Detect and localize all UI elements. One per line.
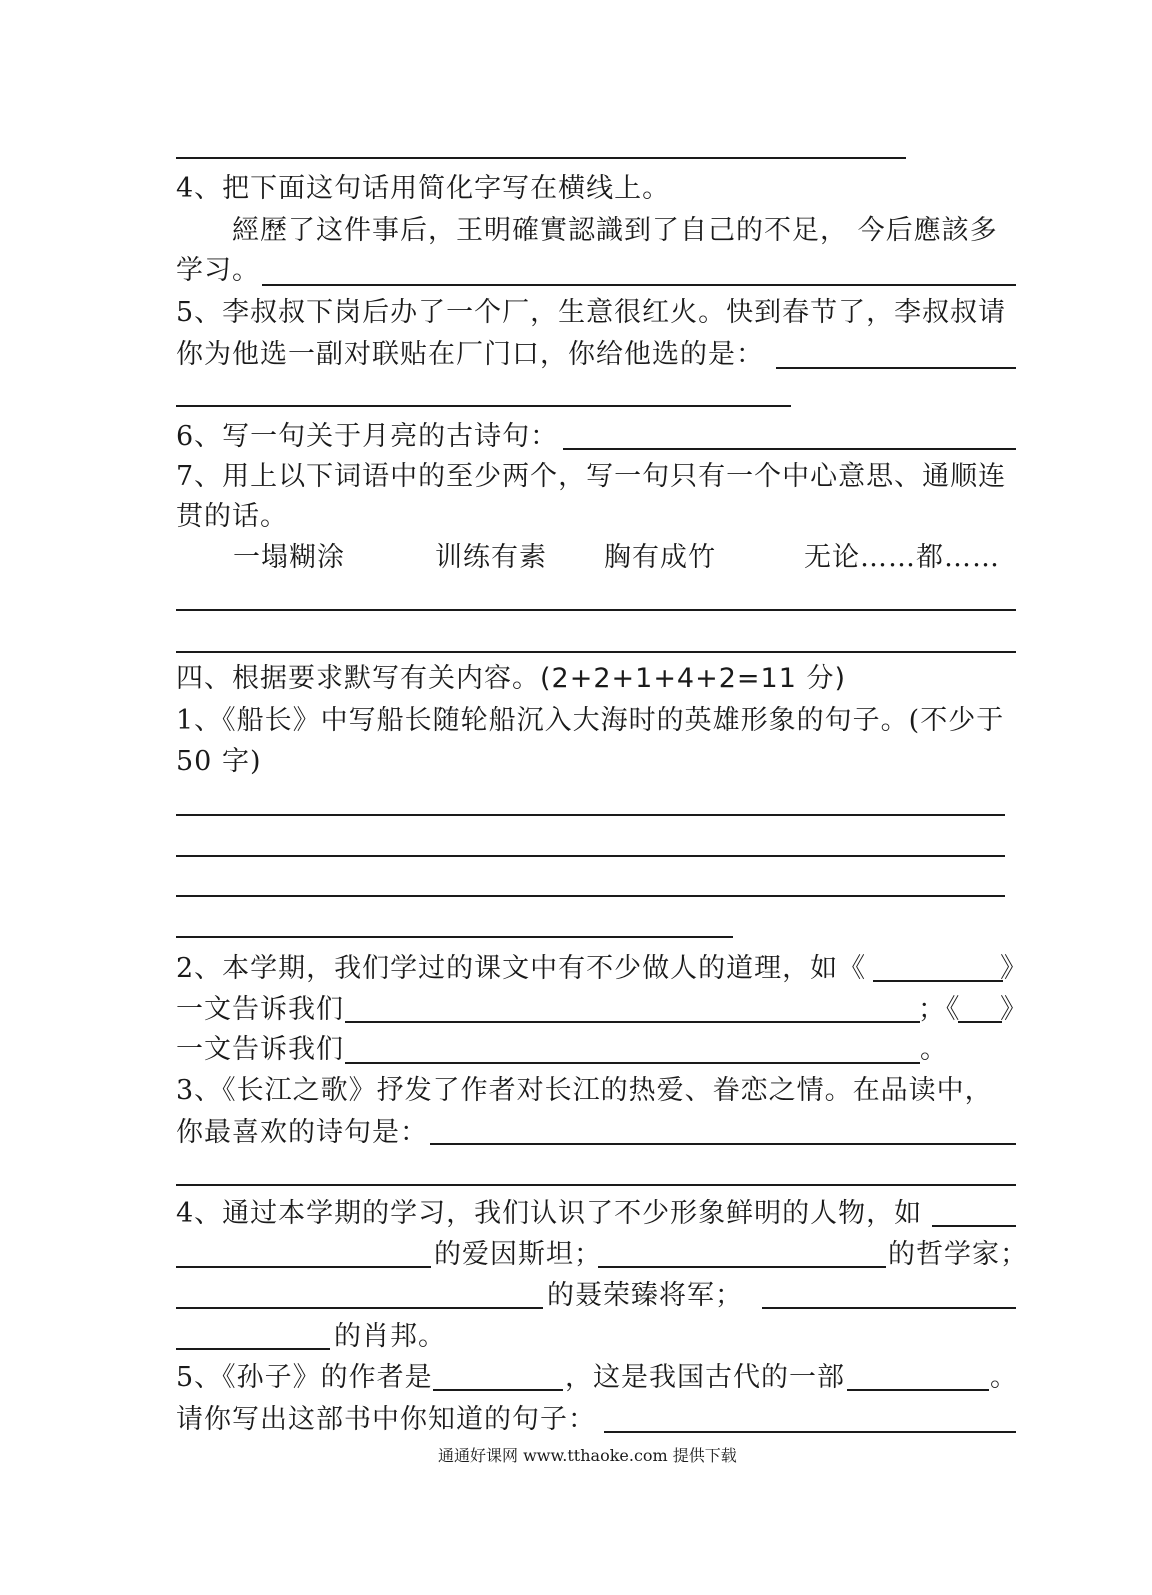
- answer-line: [176, 1348, 330, 1350]
- answer-line: [262, 284, 1016, 286]
- answer-line: [433, 1389, 563, 1391]
- word-4: 无论……都……: [804, 542, 1000, 573]
- s4-q4-line1: 4、通过本学期的学习，我们认识了不少形象鲜明的人物，如: [176, 1198, 923, 1229]
- item7-line1: 7、用上以下词语中的至少两个，写一句只有一个中心意思、通顺连: [176, 461, 1007, 492]
- answer-line: [598, 1266, 886, 1268]
- s4-q2-line2: 一文告诉我们: [176, 994, 344, 1025]
- s4-q5-start: 5、《孙子》的作者是: [176, 1362, 433, 1393]
- s4-q2-line3: 一文告诉我们: [176, 1034, 344, 1065]
- bracket-separator: ；《: [918, 994, 961, 1025]
- word-3: 胸有成竹: [604, 542, 716, 573]
- s4-q1-line1: 1、《船长》中写船长随轮船沉入大海时的英雄形象的句子。(不少于: [176, 705, 1005, 736]
- answer-line: [176, 895, 1005, 897]
- answer-line: [604, 1431, 1016, 1433]
- answer-line: [847, 1389, 989, 1391]
- item5-line1: 5、李叔叔下岗后办了一个厂，生意很红火。快到春节了，李叔叔请: [176, 297, 1007, 328]
- answer-line: [176, 157, 906, 159]
- answer-line: [176, 814, 1005, 816]
- answer-line: [176, 609, 1016, 611]
- word-1: 一塌糊涂: [233, 542, 345, 573]
- item4-prompt: 4、把下面这句话用简化字写在横线上。: [176, 173, 671, 204]
- s4-q4-philosopher: 的哲学家；: [888, 1239, 1028, 1270]
- item4-sentence-end: 学习。: [176, 255, 260, 286]
- answer-line: [176, 651, 1016, 653]
- answer-line: [176, 405, 791, 407]
- answer-line: [776, 367, 1016, 369]
- answer-line: [762, 1307, 1016, 1309]
- section-heading: 四、根据要求默写有关内容。(2+2+1+4+2=11 分): [176, 663, 847, 694]
- s4-q1-line2: 50 字): [176, 746, 262, 777]
- answer-line: [563, 448, 1016, 450]
- s4-q3-line2: 你最喜欢的诗句是：: [176, 1117, 428, 1148]
- answer-line: [932, 1225, 1016, 1227]
- item5-line2: 你为他选一副对联贴在厂门口，你给他选的是：: [176, 339, 764, 370]
- answer-line: [345, 1021, 920, 1023]
- bracket-close: 》: [1000, 953, 1028, 984]
- s4-q3-line1: 3、《长江之歌》抒发了作者对长江的热爱、眷恋之情。在品读中，: [176, 1075, 993, 1106]
- word-2: 训练有素: [435, 542, 547, 573]
- answer-line: [176, 855, 1005, 857]
- answer-line: [176, 1184, 1016, 1186]
- item6-prompt: 6、写一句关于月亮的古诗句：: [176, 421, 559, 452]
- s4-q4-general: 的聂荣臻将军；: [547, 1280, 743, 1311]
- sentence-end: 。: [920, 1034, 948, 1065]
- answer-line: [958, 1021, 1002, 1023]
- s4-q4-einstein: 的爱因斯坦；: [434, 1239, 602, 1270]
- footer-credit: 通通好课网 www.tthaoke.com 提供下载: [438, 1446, 737, 1465]
- s4-q4-chopin: 的肖邦。: [334, 1321, 446, 1352]
- s4-q5-line2: 请你写出这部书中你知道的句子：: [176, 1404, 596, 1435]
- sentence-end: 。: [990, 1362, 1018, 1393]
- answer-line: [430, 1143, 1016, 1145]
- answer-line: [176, 1266, 431, 1268]
- item4-sentence: 經歷了这件事后，王明確實認識到了自己的不足， 今后應該多: [232, 215, 998, 246]
- answer-line: [345, 1062, 920, 1064]
- bracket-close: 》: [1000, 994, 1028, 1025]
- answer-line: [176, 1307, 543, 1309]
- s4-q2-line1: 2、本学期，我们学过的课文中有不少做人的道理，如《: [176, 953, 867, 984]
- item7-line2: 贯的话。: [176, 501, 288, 532]
- answer-line: [873, 980, 1003, 982]
- answer-line: [176, 936, 733, 938]
- s4-q5-mid: ，这是我国古代的一部: [565, 1362, 845, 1393]
